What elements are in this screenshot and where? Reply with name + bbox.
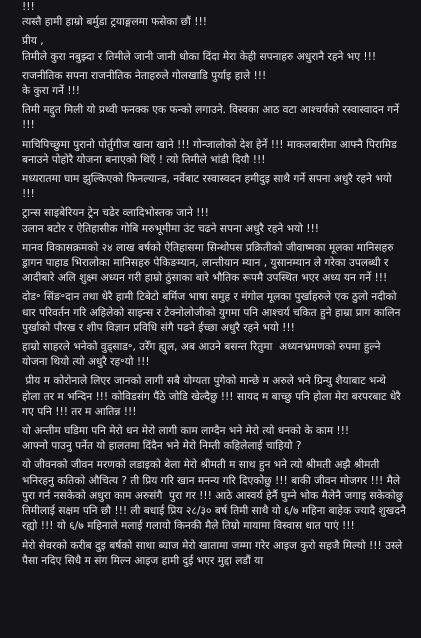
post-paragraph: मानव विकासक्रमको २४ लाख बर्षको ऐतिहासमा सिन्थोपस प्रक्रितीको जीवाष्मका मूलका मानिसहरु ड्रागन पाहाड भिरालोका मानिसहरु पेकिङम्यान, लान्तीयान म्यान , युसानम्यान ले गरेका उपलब्धी र आदीबारे अलि शुक्ष्म अध्यन गरी हाम्रो ठुंसाका बारे भौतिक रूपमै उपस्थित भएर अध्य यन गर्ने !!! [22,241,397,285]
post-paragraph: ट्रान्स साइबेरियन ट्रेन चढेर व्लादिभोस्तक जाने !!! उलान बटोर र ऐतिहासीक गोबि मरुभूमीमा उंट चढने सपना अधुरै रहने भयो !!! [22,207,320,235]
post-paragraph: हाम्रो साहरले भनेको वुड्साड॰, उरेँग ह्युल, अब आउने बसन्त रितुमा अध्यनभ्रमणको रुपमा हुल्ने योजना थियो त्यो अधुरै रह॰यो !!! [22,341,384,369]
post-paragraph: दोड॰ सिंङ॰दान तथा धेरै हामी टिबेटो बर्मिज भाषा समुह र मंगोल मूलका पुर्खाहरुले एक ठुलो नदीको धार परिवर्तन गरि अहिलेको साइन्स र टेक्नोलोजीको युगमा पनि आश्चर्य चकित हुने हाम्रा प्राग कालिन पुर्खाको पौरख र शीप विज्ञान प्रविधि संगै पढने ईच्छा अधुरै रहने भयो !!! [22,291,404,334]
post-paragraph: प्रीय , तिमीले कुरा नबुझ्दा र तिमीले जानी जानी धोका दिंदा मेरा केही सपनाहरु अधुरानै रहने भए !!! [22,35,377,63]
post-paragraph: राजनीतिक सपना राजनीतिक नेताहरुले गोलखाडि पुर्याइ हाले !!! के कुरा गर्ने !!! [22,69,267,98]
post-paragraph: मेरो सेवरको करीब दुइ बर्षको साथा ब्याज मेरो खातामा जम्मा गरेर आइज कुरो सहजै मिल्यो !!! उस्ले पैसा नदिए सिधै म संग मिल्न आइज हामी दुई भएर मुद्दा लडौं या [22,539,406,567]
post-paragraph: प्रीय म कोरोनाले लिएर जानको लागी सबै योग्यता पुगेको मान्छे म अरुले भने ग्रिन्यु शैयाबाट भन्थे होला तर म भन्दिन !!! कोविडसंग पैंठे जोडि खेल्दैछु !!! सायद म बाच्छु पनि होला मेरा बरपरबाट धेरै गए पनि !!! तर म आतिन्न !!! [22,375,405,418]
post-paragraph: !!! त्यस्तै हामी हाम्रो बर्मुडा ट्रयाङ्गलमा फसेका छौं !!! [22,1,207,29]
post-paragraph: यो अन्तीम घडिमा पनि मेरो धन मेरो लागी काम लाग्दैन भने मेरो त्यो धनको के काम !!! आफ्नो पाउनु पर्नेत यो हालतमा दिंदैन भने मेरो निम्ती कहिलेलाई चाहियो ? [22,425,350,453]
post-paragraph: मध्यरातमा घाम झुल्किएको फिनल्यान्ड, नर्वेबाट रस्वास्वदन हमीदुइ साथै गर्ने सपना अधुरै रहने भयो !!! [22,173,396,201]
post-paragraph: तिमी मद्दुत मिली यो प्रथ्वी फनक्क एक फन्को लगाउने. विस्वका आठ वटा आश्चर्यको रस्वास्वादन गर्ने !!! [22,104,403,132]
post-paragraph: माचिपिच्छुमा पुरानो पोर्तुगीज खाना खाने !!! गोन्जालोको देश हेर्ने !!! माकलबारीमा आफ्नै पिरामिड बनाउने पोहोरै योजना बनाएको थिएँ ! त्यो तिमीले भांडी दियौ !!! [22,138,401,166]
post-paragraph: यो जीवनको जीवन मरणको लडाइको बेला मेरो श्रीमती म साथ हुन भने त्यो श्रीमती अझै श्रीमती भनिरहनु कतिको औचित्य ? ती प्रिय गरि खान मनन्य गरि दिएकोछु !!! बाकी जीवन मोजगर !!! मैले पुरा गर्न नसकेको अधुरा काम अरुसंगै पुरा गर !!! आठे आस्वर्य हेर्नै घुम्ने भोक मैलेनै जगाइ सकेकोछु तिमीलाई सक्षम पनि छौ !!! ली बधाई प्रिय २८/३० बर्ष तिमी साथै यो ६/७ महिना बाहेक ज्यादै शुखदनै रह्यो !!! यो ६/७ महिनाले मलाई गलायो किनकी मैले तिम्रो मायामा विस्वास धात पाएं !!! [22,459,410,533]
